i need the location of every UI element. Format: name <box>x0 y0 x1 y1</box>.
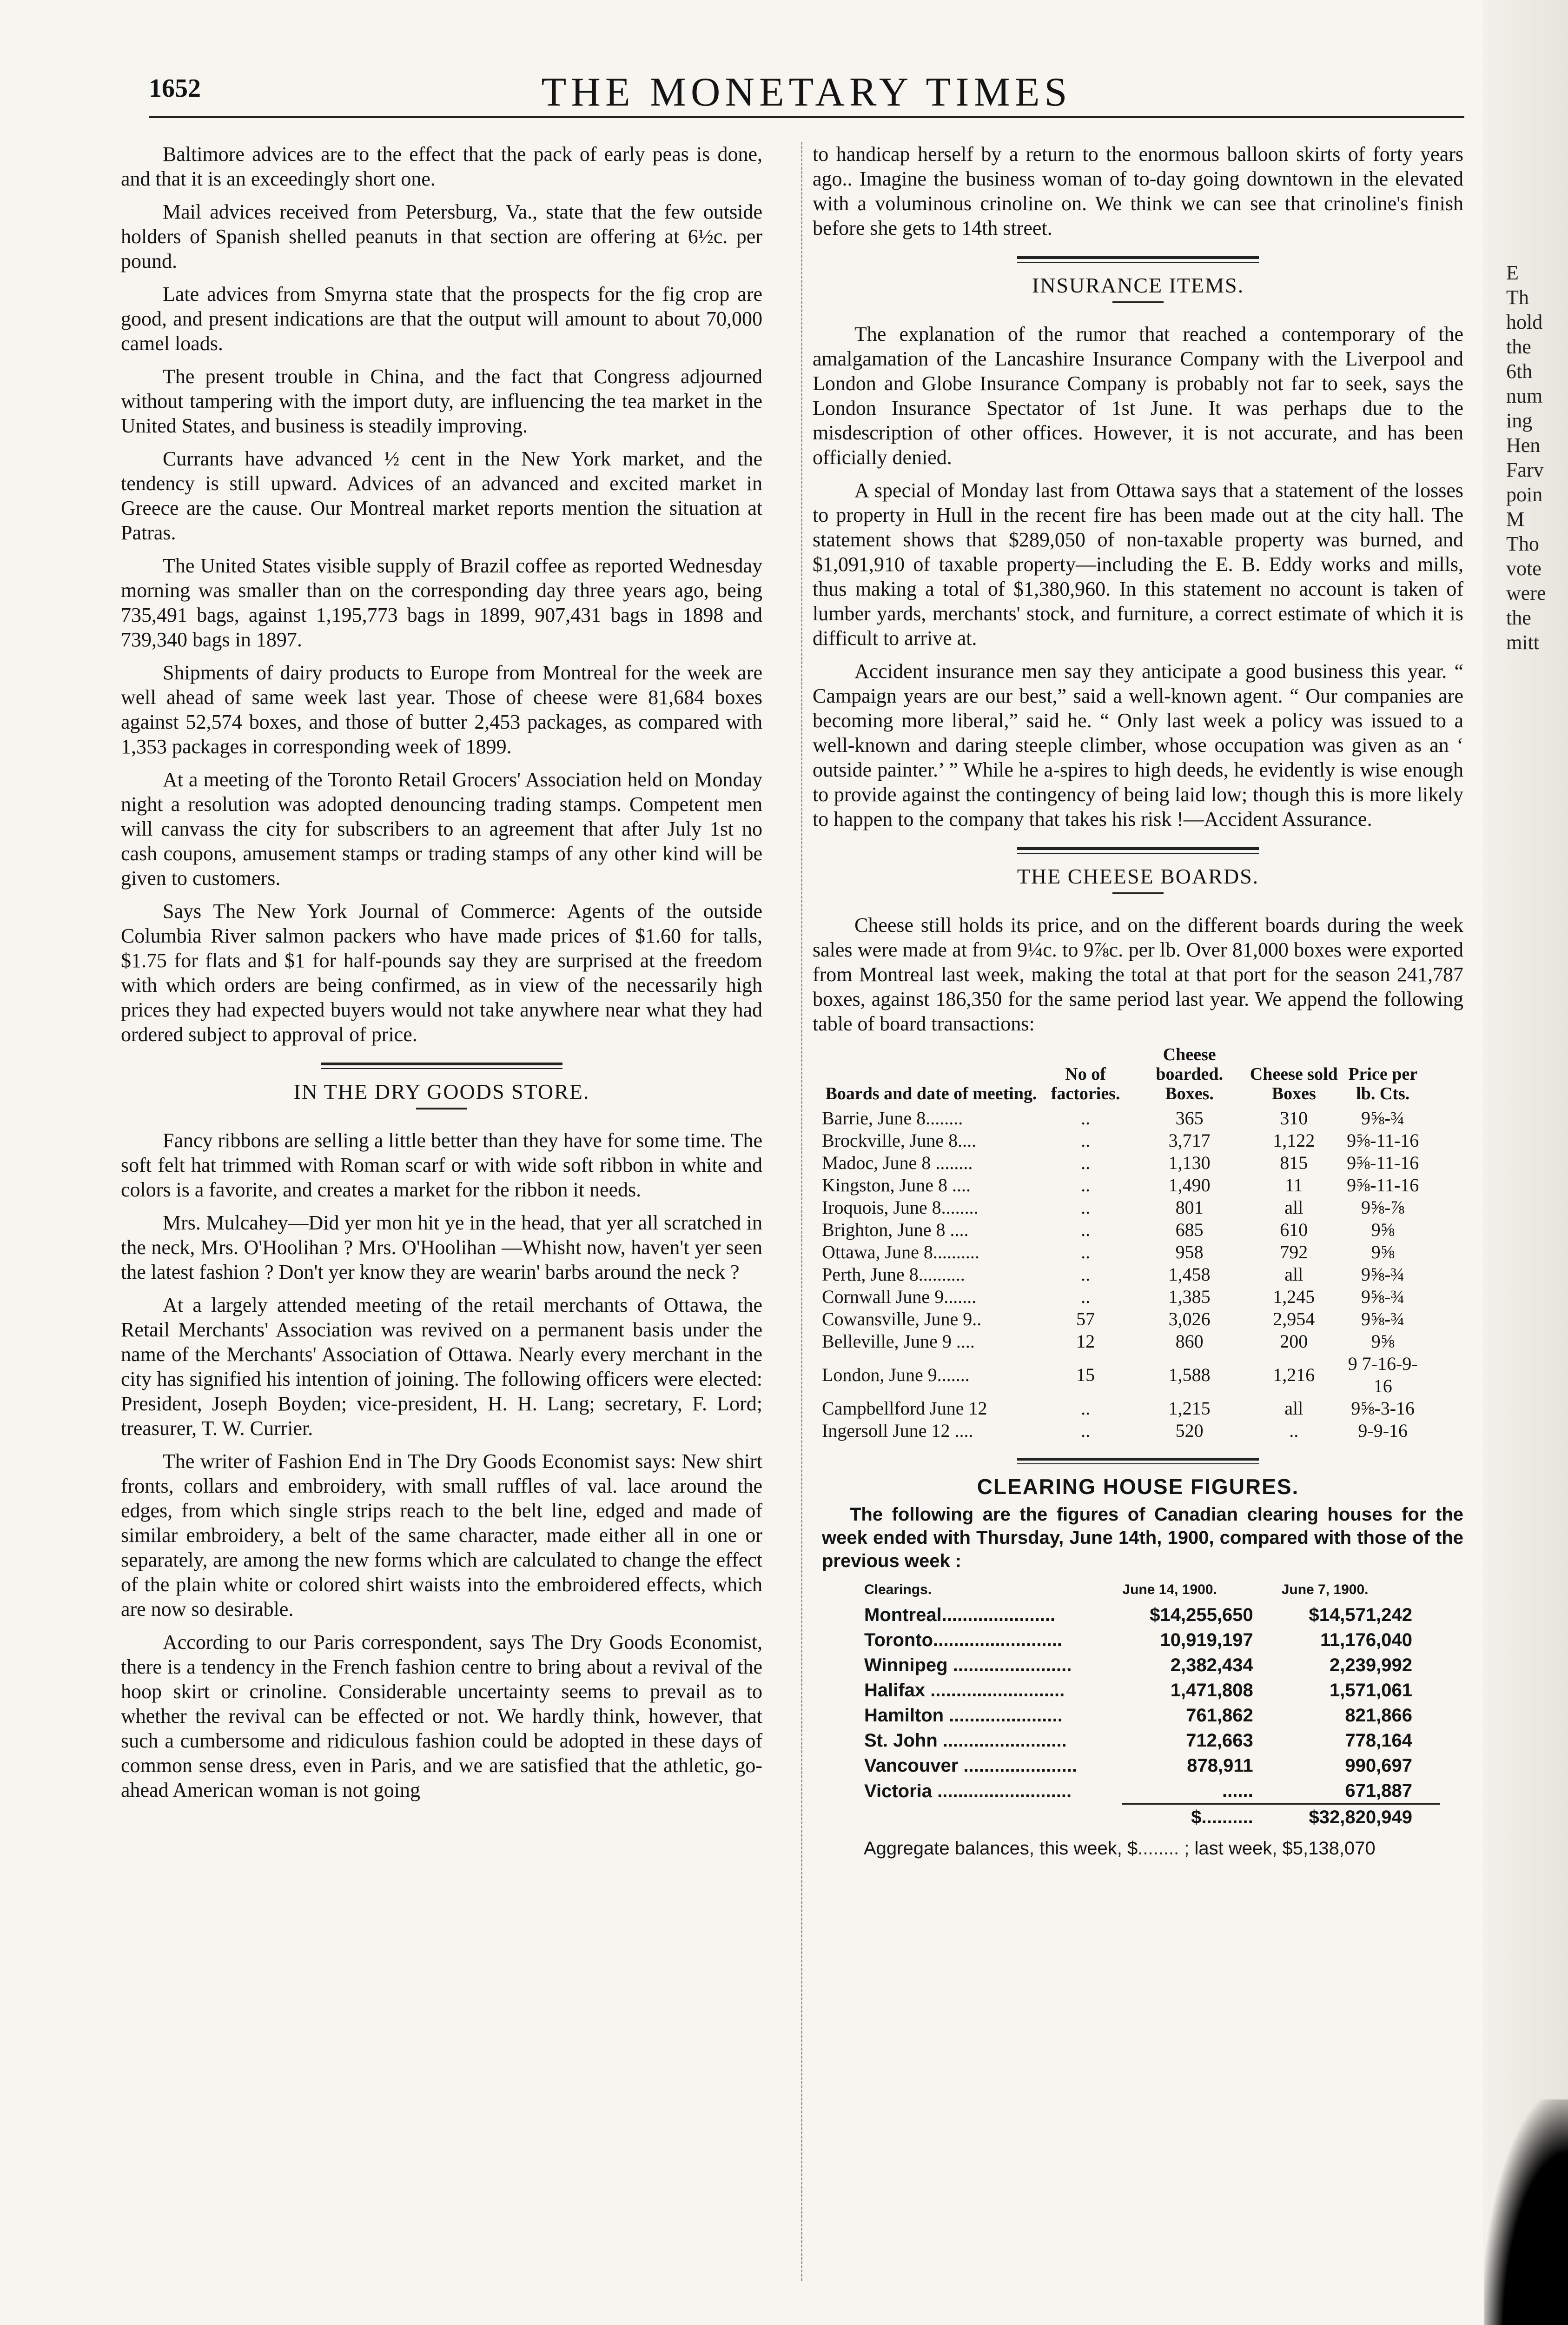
news-paragraph: The present trouble in China, and the fact that Congress adjourned without tampering with the import duty, are influencing the tea market in the United States, and business is steadily improving. <box>121 365 762 437</box>
table-cell: Vancouver ...................... <box>864 1755 1077 1776</box>
table-cell: Winnipeg ....................... <box>864 1655 1072 1675</box>
table-cell: 958 <box>1175 1242 1204 1262</box>
table-cell: 1,245 <box>1273 1286 1315 1307</box>
table-cell: Perth, June 8.......... <box>822 1264 965 1285</box>
table-cell: 9⅝-11-16 <box>1347 1152 1419 1173</box>
table-cell: 3,717 <box>1168 1130 1211 1151</box>
table-cell: 821,866 <box>1345 1705 1412 1726</box>
table-row <box>864 1628 1440 1653</box>
column-header: June 7, 1900. <box>1281 1582 1369 1597</box>
table-cell: 15 <box>1076 1364 1095 1385</box>
table-cell: 1,588 <box>1168 1364 1211 1385</box>
table-cell: 2,382,434 <box>1170 1655 1253 1675</box>
table-cell: 200 <box>1280 1331 1308 1352</box>
table-row <box>822 1286 1426 1308</box>
clearing-heading: CLEARING HOUSE FIGURES. <box>977 1475 1299 1499</box>
table-cell: 11,176,040 <box>1320 1630 1412 1650</box>
table-cell: all <box>1284 1197 1303 1218</box>
table-cell: 57 <box>1076 1309 1095 1329</box>
section-divider <box>321 1063 562 1069</box>
table-cell: .. <box>1081 1108 1091 1129</box>
table-cell: Madoc, June 8 ........ <box>822 1152 973 1173</box>
table-cell: 1,385 <box>1168 1286 1211 1307</box>
table-cell: Ottawa, June 8.......... <box>822 1242 979 1262</box>
table-cell: 671,887 <box>1345 1780 1412 1801</box>
table-cell: 9⅝ <box>1371 1242 1395 1262</box>
table-row <box>864 1753 1440 1778</box>
table-row <box>822 1330 1426 1353</box>
table-row <box>822 1196 1426 1219</box>
table-cell: 1,471,808 <box>1170 1680 1253 1701</box>
table-cell: 9⅝-¾ <box>1361 1309 1405 1329</box>
table-cell: 712,663 <box>1186 1730 1253 1751</box>
page-number: 1652 <box>149 74 201 103</box>
column-header: Cheese boarded. Boxes. <box>1156 1045 1223 1103</box>
table-cell: London, June 9....... <box>822 1364 970 1385</box>
section-divider <box>1017 256 1259 263</box>
table-row <box>864 1602 1440 1628</box>
table-row <box>822 1263 1426 1286</box>
table-cell: 1,215 <box>1168 1398 1211 1419</box>
table-cell: Victoria .......................... <box>864 1780 1072 1801</box>
table-row <box>822 1152 1426 1174</box>
table-cell: all <box>1284 1264 1303 1285</box>
table-cell: 801 <box>1175 1197 1204 1218</box>
table-cell: 815 <box>1280 1152 1308 1173</box>
table-cell: Barrie, June 8........ <box>822 1108 963 1129</box>
table-cell: Cowansville, June 9.. <box>822 1309 982 1329</box>
left-column <box>121 142 762 1811</box>
masthead-title: THE MONETARY TIMES <box>541 70 1072 115</box>
table-cell: .. <box>1081 1175 1091 1196</box>
table-cell: 2,954 <box>1273 1309 1315 1329</box>
table-cell: .. <box>1081 1197 1091 1218</box>
table-cell: 11 <box>1285 1175 1303 1196</box>
table-cell: 9⅝-11-16 <box>1347 1175 1419 1196</box>
page-shadow <box>1484 2099 1568 2325</box>
header-rule <box>149 116 1464 118</box>
table-cell: .. <box>1081 1219 1091 1240</box>
table-cell: Iroquois, June 8........ <box>822 1197 979 1218</box>
table-row <box>822 1107 1426 1129</box>
table-cell: all <box>1284 1398 1303 1419</box>
table-cell: 9⅝-¾ <box>1361 1108 1405 1129</box>
dry-goods-paragraph: Fancy ribbons are selling a little better than they have for some time. The soft felt hat trimmed with Roman scarf or with wide soft ribbon in white and colors is a favorite, and creates a market for the ribbon it needs. <box>121 1129 762 1201</box>
total-this-week: $.......... <box>1122 1804 1281 1830</box>
table-cell: Campbellford June 12 <box>822 1398 987 1419</box>
table-cell: Belleville, June 9 .... <box>822 1331 975 1352</box>
dry-goods-heading: IN THE DRY GOODS STORE. <box>293 1080 590 1103</box>
page-header <box>149 70 1464 129</box>
table-cell: 778,164 <box>1345 1730 1412 1751</box>
section-divider <box>1017 1458 1259 1464</box>
news-paragraph: Mail advices received from Petersburg, Va., state that the few outside holders of Spanish shelled peanuts in that section are offering at 6½c. per pound. <box>121 200 762 272</box>
table-cell: 365 <box>1175 1108 1204 1129</box>
table-cell: 9⅝-¾ <box>1361 1286 1405 1307</box>
cheese-board-table <box>822 1044 1426 1442</box>
table-cell: 9⅝ <box>1371 1219 1395 1240</box>
table-cell: 3,026 <box>1168 1309 1211 1329</box>
table-cell: Cornwall June 9....... <box>822 1286 977 1307</box>
column-header: Boards and date of meeting. <box>825 1084 1037 1103</box>
table-cell: .. <box>1081 1420 1091 1441</box>
adjacent-page-edge <box>1483 0 1568 2325</box>
heading-underline <box>416 1108 467 1109</box>
total-prev-week: $32,820,949 <box>1281 1804 1440 1830</box>
table-row <box>822 1129 1426 1152</box>
table-row <box>822 1420 1426 1442</box>
table-cell: 12 <box>1076 1331 1095 1352</box>
table-cell: .. <box>1081 1130 1091 1151</box>
table-cell: $14,571,242 <box>1309 1605 1412 1625</box>
table-cell: 685 <box>1175 1219 1204 1240</box>
table-cell: Ingersoll June 12 .... <box>822 1420 973 1441</box>
news-paragraph: Late advices from Smyrna state that the prospects for the fig crop are good, and present indications are that the output will amount to about 70,000 camel loads. <box>121 283 762 355</box>
table-cell: 1,571,061 <box>1330 1680 1412 1701</box>
table-cell: .. <box>1081 1286 1091 1307</box>
right-column <box>813 142 1463 1861</box>
table-cell: 9-9-16 <box>1358 1420 1408 1441</box>
clearing-house-table <box>864 1577 1440 1830</box>
news-paragraph: Shipments of dairy products to Europe from Montreal for the week are well ahead of same week last year. Those of cheese were 81,684 boxes against 52,574 boxes, and those of butter 2,453 packages, as compared with 1,353 packages in corresponding week of 1899. <box>121 661 762 758</box>
table-row <box>864 1703 1440 1728</box>
table-row <box>822 1308 1426 1330</box>
news-paragraph: Baltimore advices are to the effect that the pack of early peas is done, and that it is an exceedingly short one. <box>121 143 762 190</box>
table-cell: Montreal...................... <box>864 1605 1056 1625</box>
dry-goods-paragraph: According to our Paris correspondent, says The Dry Goods Economist, there is a tendency in the French fashion centre to bring about a revival of the hoop skirt or crinoline. Considerable uncertainty seems to prevail as to whether the revival can be effected or not. We hardly think, however, that such a cumbersome and ridiculous fashion could be adopted in these days of common sense dress, even in Paris, and we are satisfied that the athletic, go-ahead American woman is not going <box>121 1631 762 1801</box>
table-cell: 9⅝-11-16 <box>1347 1130 1419 1151</box>
table-row <box>822 1241 1426 1263</box>
insurance-heading: INSURANCE ITEMS. <box>1032 273 1244 297</box>
table-row <box>864 1728 1440 1753</box>
insurance-paragraph: A special of Monday last from Ottawa says that a statement of the losses to property in Hull in the recent fire has been made out at the city hall. The statement shows that $289,050 of non-taxable property was burned, and $1,091,910 of taxable property—including the E. B. Eddy works and mills, thus making a total of $1,380,960. In this statement no account is taken of lumber yards, merchants' stock, and furniture, a correct estimate of which it is difficult to arrive at. <box>813 479 1463 650</box>
table-cell: Halifax .......................... <box>864 1680 1065 1701</box>
table-cell: 990,697 <box>1345 1755 1412 1776</box>
heading-underline <box>1112 301 1164 303</box>
cheese-intro: Cheese still holds its price, and on the different boards during the week sales were made at from 9¼c. to 9⅞c. per lb. Over 81,000 boxes were exported from Montreal last week, making the total at that port for the season 241,787 boxes, against 186,350 for the same period last year. We append the following table of board transactions: <box>813 914 1463 1035</box>
table-cell: .. <box>1289 1420 1299 1441</box>
table-cell: 9⅝-3-16 <box>1351 1398 1415 1419</box>
table-cell: 1,130 <box>1168 1152 1211 1173</box>
column-header: June 14, 1900. <box>1122 1582 1217 1597</box>
table-cell: Hamilton ...................... <box>864 1705 1063 1726</box>
dry-goods-paragraph: The writer of Fashion End in The Dry Goods Economist says: New shirt fronts, collars and embroidery, with small ruffles of val. lace around the edges, from which single strips reach to the belt line, edged and made of similar embroidery, a belt of the same character, made either all in one or separately, are among the new forms which are calculated to change the effect of the plain white or colored shirt waists into the embroidered effects, which are now so desirable. <box>121 1450 762 1621</box>
news-paragraph: At a meeting of the Toronto Retail Grocers' Association held on Monday night a resolution was adopted denouncing trading stamps. Competent men will canvass the city for subscribers to an agreement that after July 1st no cash coupons, amusement stamps or trading stamps of any other kind will be given to customers. <box>121 768 762 890</box>
column-header: No of factories. <box>1051 1064 1120 1103</box>
table-row <box>864 1653 1440 1678</box>
table-cell: .. <box>1081 1152 1091 1173</box>
table-row <box>864 1778 1440 1804</box>
table-cell: 520 <box>1175 1420 1204 1441</box>
table-cell: 9⅝-⅞ <box>1361 1197 1405 1218</box>
table-cell: 792 <box>1280 1242 1308 1262</box>
column-header: Clearings. <box>864 1582 932 1597</box>
table-cell: 1,490 <box>1168 1175 1211 1196</box>
column-header: Price per lb. Cts. <box>1348 1064 1418 1103</box>
clearing-intro: The following are the figures of Canadian clearing houses for the week ended with Thursday, June 14th, 1900, compared with those of the previous week : <box>822 1504 1463 1571</box>
table-cell: .. <box>1081 1242 1091 1262</box>
table-row <box>822 1174 1426 1196</box>
continued-paragraph: to handicap herself by a return to the enormous balloon skirts of forty years ago.. Imagine the business woman of to-day going downtown in the elevated with a voluminous crinoline on. We think we can see that crinoline's finish before she gets to 14th street. <box>813 143 1463 239</box>
news-paragraph: Says The New York Journal of Commerce: Agents of the outside Columbia River salmon packers who have made prices of $1.60 for talls, $1.75 for flats and $1 for half-pounds say they are surprised at the freedom with which orders are being confirmed, as in view of the necessarily high prices they had expected buyers would not take anywhere near what they had ordered subject to approval of price. <box>121 900 762 1046</box>
table-cell: 9⅝-¾ <box>1361 1264 1405 1285</box>
table-cell: 310 <box>1280 1108 1308 1129</box>
table-cell: St. John ........................ <box>864 1730 1067 1751</box>
table-cell: 878,911 <box>1187 1755 1253 1776</box>
section-divider <box>1017 847 1259 854</box>
cheese-heading: THE CHEESE BOARDS. <box>1017 864 1259 888</box>
heading-underline <box>1112 892 1164 894</box>
aggregate-balances: Aggregate balances, this week, $........ ; last week, $5,138,070 <box>864 1838 1376 1859</box>
table-cell: Toronto......................... <box>864 1630 1062 1650</box>
table-cell: 1,216 <box>1273 1364 1315 1385</box>
column-header: Cheese sold Boxes <box>1250 1064 1338 1103</box>
table-cell: 761,862 <box>1186 1705 1253 1726</box>
insurance-paragraph: Accident insurance men say they anticipate a good business this year. “ Campaign years are our best,” said a well-known agent. “ Our companies are becoming more liberal,” said he. “ Only last week a policy was issued to a well-known and daring steeple climber, whose occupation was given as an ‘ outside painter.’ ” While he a-spires to high deeds, he evidently is wise enough to provide against the contingency of being laid low; though this is more likely to happen to the company that takes his risk !—Accident Assurance. <box>813 660 1463 830</box>
table-cell: Brighton, June 8 .... <box>822 1219 969 1240</box>
table-cell: 9 7-16-9-16 <box>1348 1353 1418 1396</box>
table-cell: 610 <box>1280 1219 1308 1240</box>
dry-goods-paragraph: At a largely attended meeting of the retail merchants of Ottawa, the Retail Merchants' Association was revived on a permanent basis under the name of the Merchants' Association of Ottawa. Nearly every merchant in the city has signified his intention of joining. The following officers were elected: President, Joseph Boyden; vice-president, H. H. Lang; secretary, F. Lord; treasurer, T. W. Currier. <box>121 1294 762 1440</box>
table-row <box>822 1353 1426 1397</box>
news-paragraph: The United States visible supply of Brazil coffee as reported Wednesday morning was smaller than on the corresponding day three years ago, being 735,491 bags, against 1,195,773 bags in 1899, 907,431 bags in 1898 and 739,340 bags in 1897. <box>121 554 762 651</box>
table-cell: 860 <box>1175 1331 1204 1352</box>
dry-goods-paragraph: Mrs. Mulcahey—Did yer mon hit ye in the head, that yer all scratched in the neck, Mrs. O'Hoolihan ? Mrs. O'Hoolihan —Whisht now, haven't yer seen the latest fashion ? Don't yer know they are wearin' barbs around the neck ? <box>121 1211 762 1283</box>
table-cell: .. <box>1081 1398 1091 1419</box>
table-cell: 1,458 <box>1168 1264 1211 1285</box>
table-row <box>864 1678 1440 1703</box>
table-row <box>822 1397 1426 1420</box>
table-cell: 1,122 <box>1273 1130 1315 1151</box>
table-cell: Kingston, June 8 .... <box>822 1175 971 1196</box>
table-row <box>822 1219 1426 1241</box>
table-cell: ...... <box>1222 1780 1253 1801</box>
table-cell: 10,919,197 <box>1160 1630 1253 1650</box>
table-cell: .. <box>1081 1264 1091 1285</box>
column-divider <box>801 142 802 2281</box>
adjacent-page-fragment: E Th hold the 6th num ing Hen Farv poin M Tho vote were the mitt <box>1506 261 1546 654</box>
news-paragraph: Currants have advanced ½ cent in the New York market, and the tendency is still upward. Advices of an advanced and excited market in Greece are the cause. Our Montreal market reports mention the situation at Patras. <box>121 447 762 544</box>
table-cell: 2,239,992 <box>1330 1655 1412 1675</box>
table-cell: 9⅝ <box>1371 1331 1395 1352</box>
table-cell: $14,255,650 <box>1150 1605 1253 1625</box>
table-cell: Brockville, June 8.... <box>822 1130 977 1151</box>
insurance-paragraph: The explanation of the rumor that reached a contemporary of the amalgamation of the Lancashire Insurance Company with the Liverpool and London and Globe Insurance Company is probably not far to seek, says the London Insurance Spectator of 1st June. It was perhaps due to the misdescription of other offices. However, it is not accurate, and has been officially denied. <box>813 323 1463 469</box>
